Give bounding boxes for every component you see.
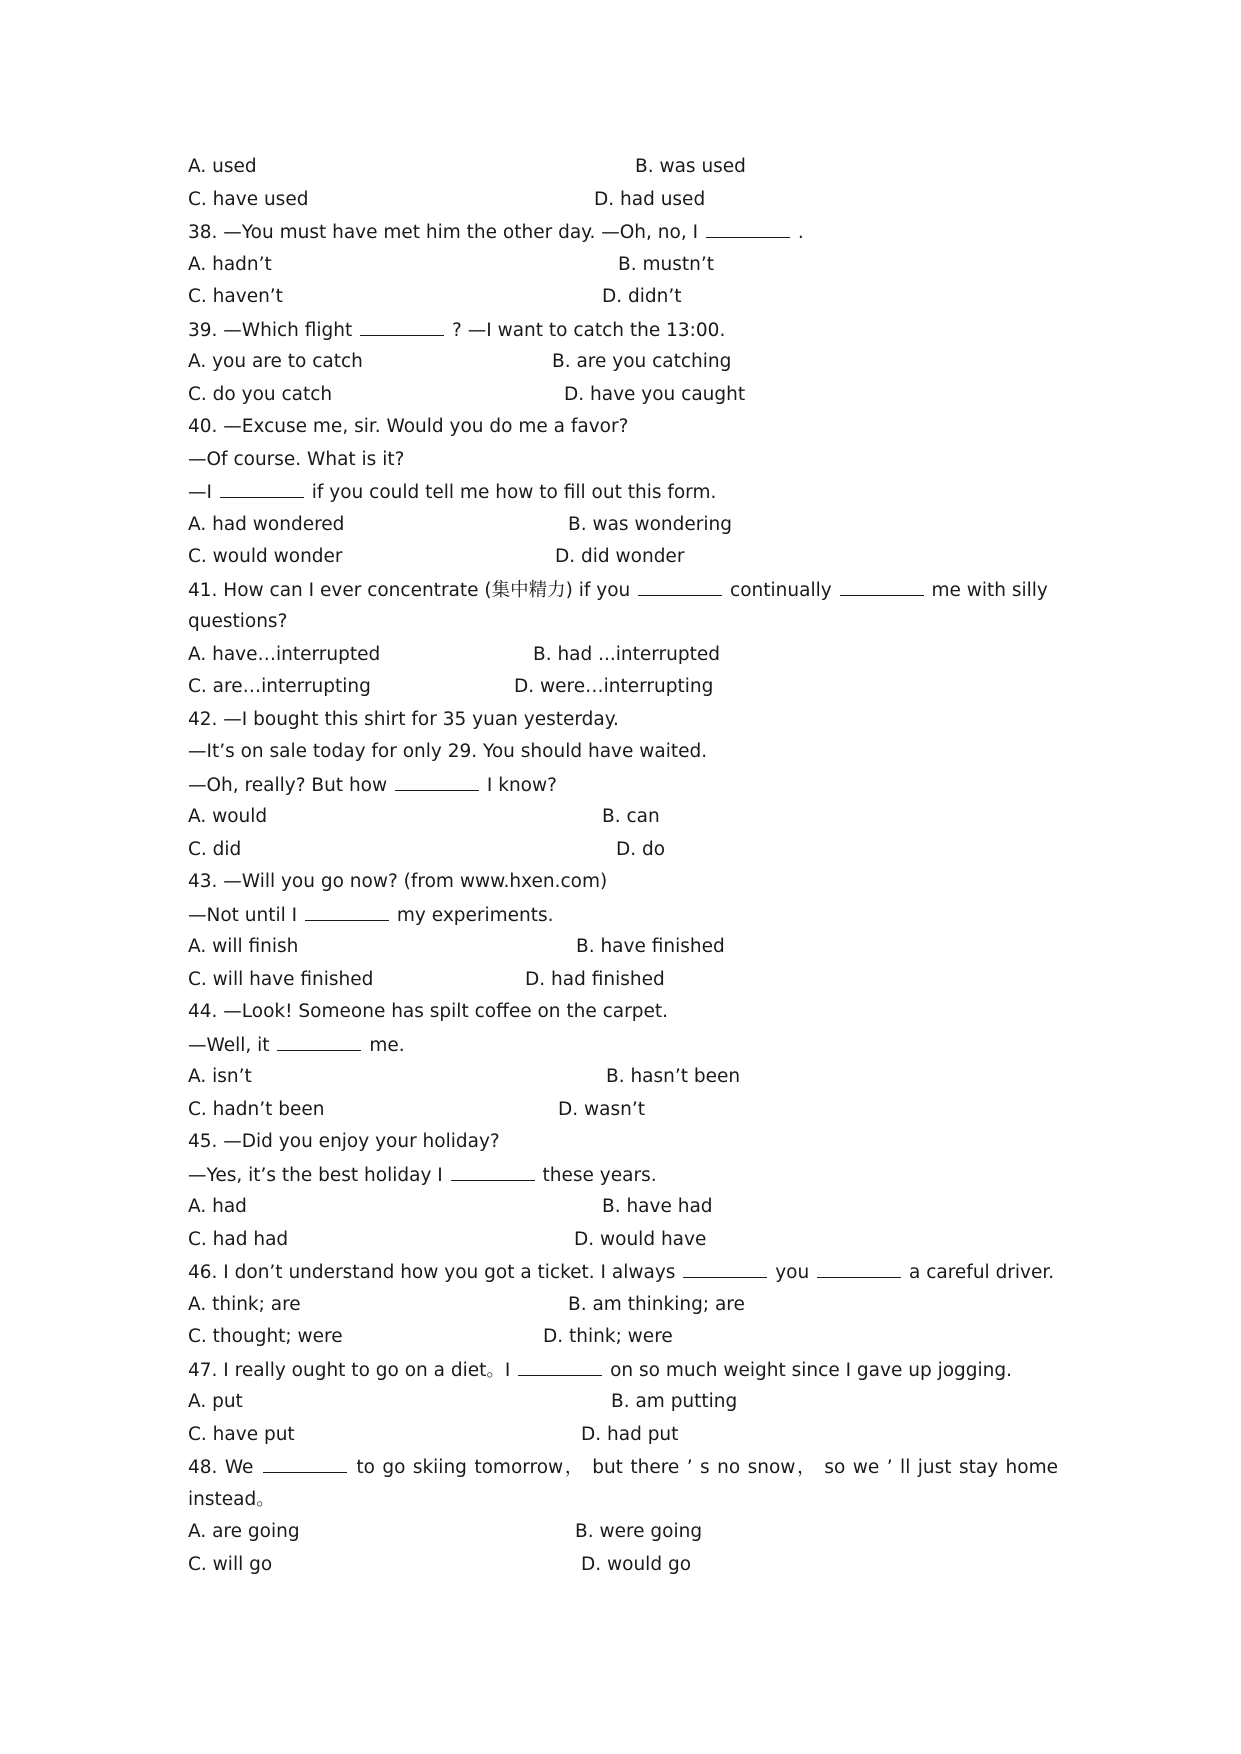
q44-options-row-1 xyxy=(188,1061,1058,1094)
q39-blank[interactable] xyxy=(360,314,444,336)
q45-options-row-2 xyxy=(188,1224,1058,1257)
q47-option-d: D. had put xyxy=(581,1423,679,1445)
q38-stem-text: 38. —You must have met him the other day. —Oh, no, I xyxy=(188,222,699,243)
q38-option-a: A. hadn’t xyxy=(188,253,272,275)
q41-stem-start: 41. How can I ever concentrate ( xyxy=(188,579,492,601)
q43-blank[interactable] xyxy=(305,899,389,921)
q46-stem-start: 46. I don’t understand how you got a ticket. I always xyxy=(188,1262,676,1283)
q44-line-1: 44. —Look! Someone has spilt coffee on the carpet. xyxy=(188,1001,668,1022)
q38-option-c: C. haven’t xyxy=(188,286,283,307)
q42-line-1: 42. —I bought this shirt for 35 yuan yesterday. xyxy=(188,708,619,730)
q40-options-row-1 xyxy=(188,509,1058,542)
q46-option-c: C. thought; were xyxy=(188,1326,343,1347)
q40-line-3-end: if you could tell me how to fill out this form. xyxy=(311,482,717,503)
q41-stem-line-2: questions? xyxy=(188,611,288,632)
q38-options-row-1 xyxy=(188,249,1058,282)
q48-stem xyxy=(188,1451,1058,1484)
q39-stem-end: ? —I want to catch the 13:00. xyxy=(452,319,726,341)
q41-blank-2[interactable] xyxy=(840,574,924,596)
q43-option-d: D. had finished xyxy=(525,968,665,990)
q42-option-b: B. can xyxy=(602,806,660,827)
q45-line-2-start: —Yes, it’s the best holiday I xyxy=(188,1164,443,1186)
q41-option-b: B. had ...interrupted xyxy=(533,643,721,665)
q48-option-c: C. will go xyxy=(188,1553,273,1575)
q46-blank-1[interactable] xyxy=(683,1256,767,1278)
q47-option-c: C. have put xyxy=(188,1423,295,1445)
q44-option-b: B. hasn’t been xyxy=(606,1066,741,1087)
q47-options-row-2 xyxy=(188,1419,1058,1452)
q48-stem-start: 48. We xyxy=(188,1457,254,1478)
q41-stem-mid-2: continually xyxy=(730,579,832,601)
q45-option-a: A. had xyxy=(188,1196,247,1217)
q44-line-2-end: me. xyxy=(369,1034,405,1056)
q44-option-a: A. isn’t xyxy=(188,1066,252,1087)
q39-option-b: B. are you catching xyxy=(552,351,732,372)
q41-option-c: C. are…interrupting xyxy=(188,676,371,697)
q48-option-b: B. were going xyxy=(575,1521,703,1542)
q41-stem-mid-1: ) if you xyxy=(565,579,631,601)
q39-options-row-1 xyxy=(188,346,1058,379)
q46-options-row-1 xyxy=(188,1289,1058,1322)
q47-options-row-1 xyxy=(188,1386,1058,1419)
q48-option-a: A. are going xyxy=(188,1521,300,1542)
q41-options-row-1 xyxy=(188,639,1058,672)
q38-option-b: B. mustn’t xyxy=(618,253,714,275)
q41-option-a: A. have…interrupted xyxy=(188,643,381,665)
q48-options-row-1 xyxy=(188,1516,1058,1549)
q44-option-d: D. wasn’t xyxy=(558,1098,645,1120)
q40-line-1: 40. —Excuse me, sir. Would you do me a favor? xyxy=(188,416,629,437)
q41-stem xyxy=(188,574,1058,607)
q43-option-b: B. have finished xyxy=(576,936,725,957)
q37-options-row-2 xyxy=(188,184,1058,217)
q44-line-2-start: —Well, it xyxy=(188,1034,270,1056)
q46-options-row-2 xyxy=(188,1321,1058,1354)
q40-option-c: C. would wonder xyxy=(188,546,343,567)
q45-line-2 xyxy=(188,1159,1058,1192)
q48-options-row-2 xyxy=(188,1549,1058,1582)
q45-line-2-end: these years. xyxy=(542,1164,657,1186)
q45-options-row-1 xyxy=(188,1191,1058,1224)
q45-option-b: B. have had xyxy=(602,1196,713,1217)
q44-blank[interactable] xyxy=(277,1029,361,1051)
q41-option-d: D. were…interrupting xyxy=(514,676,714,697)
q37-option-a: A. used xyxy=(188,156,257,177)
q40-option-d: D. did wonder xyxy=(555,546,685,567)
q45-blank[interactable] xyxy=(451,1159,535,1181)
q42-line-2: —It’s on sale today for only 29. You should have waited. xyxy=(188,741,708,762)
q48-stem-line-2: instead。 xyxy=(188,1488,275,1510)
q38-blank[interactable] xyxy=(706,216,790,238)
q48-blank[interactable] xyxy=(263,1451,347,1473)
q47-stem-end: on so much weight since I gave up jogging. xyxy=(610,1359,1012,1381)
exam-page xyxy=(188,151,1058,1581)
q45-option-d: D. would have xyxy=(574,1228,707,1250)
q43-line-2-start: —Not until I xyxy=(188,904,298,926)
q43-option-c: C. will have finished xyxy=(188,968,374,990)
q40-options-row-2 xyxy=(188,541,1058,574)
q39-option-a: A. you are to catch xyxy=(188,351,363,372)
q42-line-3-end: I know? xyxy=(486,774,557,796)
q39-stem-text: 39. —Which flight xyxy=(188,319,353,341)
q43-options-row-1 xyxy=(188,931,1058,964)
q43-line-2-end: my experiments. xyxy=(396,904,554,926)
q45-option-c: C. had had xyxy=(188,1228,289,1250)
q38-stem xyxy=(188,216,1058,249)
q40-blank[interactable] xyxy=(220,476,304,498)
q42-option-c: C. did xyxy=(188,838,242,860)
q37-option-d: D. had used xyxy=(594,188,706,210)
q42-option-a: A. would xyxy=(188,806,268,827)
q41-stem-end: me with silly xyxy=(931,579,1048,601)
q47-stem-start: 47. I really ought to go on a diet。I xyxy=(188,1359,511,1381)
q44-line-2 xyxy=(188,1029,1058,1062)
q42-blank[interactable] xyxy=(395,769,479,791)
q42-line-3-start: —Oh, really? But how xyxy=(188,774,388,796)
q41-options-row-2 xyxy=(188,671,1058,704)
q42-options-row-1 xyxy=(188,801,1058,834)
q39-option-d: D. have you caught xyxy=(564,383,746,405)
q46-stem xyxy=(188,1256,1058,1289)
q47-stem xyxy=(188,1354,1058,1387)
q46-stem-end: a careful driver. xyxy=(909,1262,1055,1283)
q42-options-row-2 xyxy=(188,834,1058,867)
q46-option-d: D. think; were xyxy=(543,1326,673,1347)
q46-stem-mid: you xyxy=(775,1262,810,1283)
q37-option-b: B. was used xyxy=(635,156,746,177)
q38-option-d: D. didn’t xyxy=(602,286,682,307)
q44-options-row-2 xyxy=(188,1094,1058,1127)
q38-options-row-2 xyxy=(188,281,1058,314)
q38-stem-end: . xyxy=(797,222,804,243)
q39-options-row-2 xyxy=(188,379,1058,412)
q43-line-1: 43. —Will you go now? (from www.hxen.com) xyxy=(188,871,608,892)
q46-blank-2[interactable] xyxy=(817,1256,901,1278)
q43-options-row-2 xyxy=(188,964,1058,997)
q47-blank[interactable] xyxy=(518,1354,602,1376)
q48-stem-end: to go skiing tomorrow， but there ’ s no snow， so we ’ ll just stay home xyxy=(356,1457,1058,1478)
q39-option-c: C. do you catch xyxy=(188,383,333,405)
q41-chinese-gloss: 集中精力 xyxy=(491,579,566,601)
q41-blank-1[interactable] xyxy=(638,574,722,596)
q40-line-2: —Of course. What is it? xyxy=(188,448,405,470)
q47-option-a: A. put xyxy=(188,1391,243,1412)
q47-option-b: B. am putting xyxy=(611,1391,738,1412)
q43-line-2 xyxy=(188,899,1058,932)
q46-option-a: A. think; are xyxy=(188,1293,301,1315)
q37-options-row-1 xyxy=(188,151,1058,184)
q40-option-a: A. had wondered xyxy=(188,513,345,535)
q44-option-c: C. hadn’t been xyxy=(188,1098,325,1120)
q46-option-b: B. am thinking; are xyxy=(568,1293,745,1315)
q40-line-3-start: —I xyxy=(188,482,212,503)
q39-stem xyxy=(188,314,1058,347)
q48-option-d: D. would go xyxy=(581,1553,692,1575)
q40-option-b: B. was wondering xyxy=(568,513,732,535)
q40-line-3 xyxy=(188,476,1058,509)
q37-option-c: C. have used xyxy=(188,188,309,210)
q43-option-a: A. will finish xyxy=(188,936,299,957)
q42-line-3 xyxy=(188,769,1058,802)
q45-line-1: 45. —Did you enjoy your holiday? xyxy=(188,1131,500,1152)
q42-option-d: D. do xyxy=(616,838,666,860)
